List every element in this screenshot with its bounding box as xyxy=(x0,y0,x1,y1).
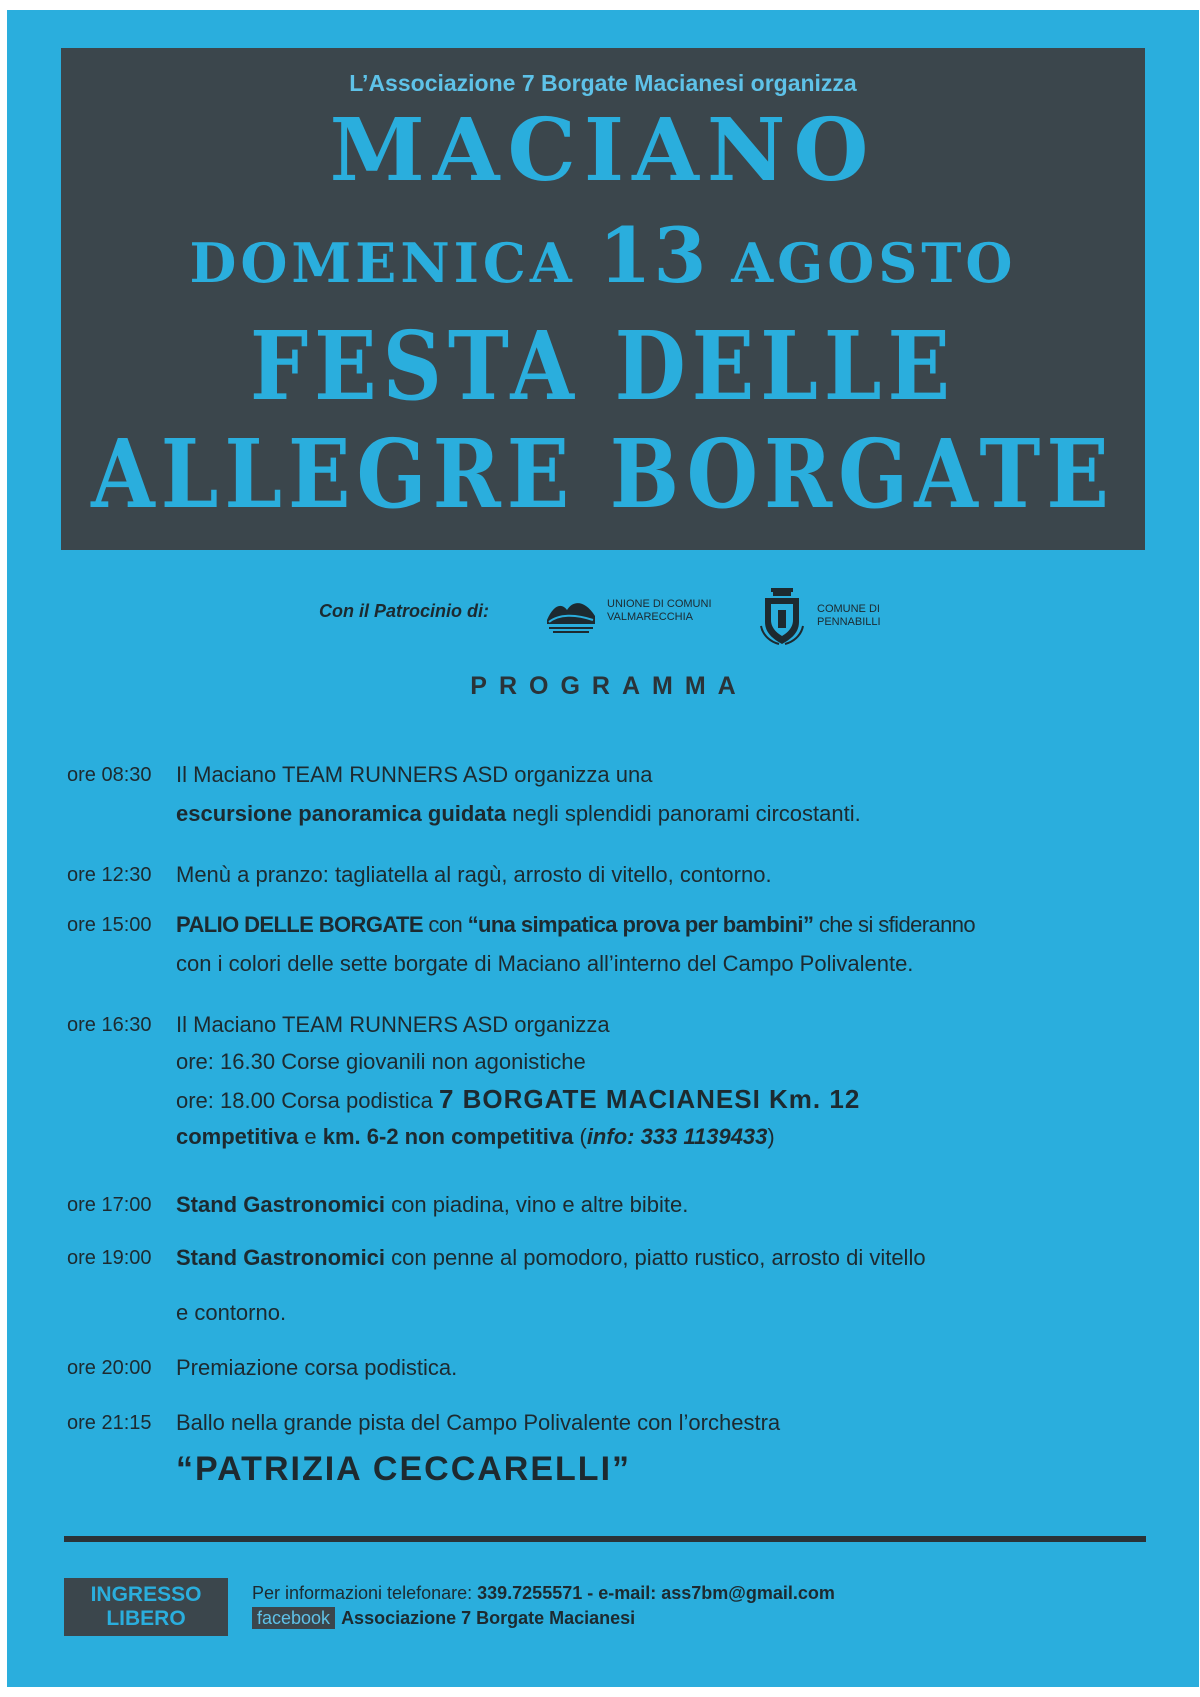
event-time: ore 12:30 xyxy=(67,864,152,886)
event-time: ore 16:30 xyxy=(67,1014,152,1036)
event-text: PALIO DELLE BORGATE con “una simpatica prova per bambini” che si sfideranno xyxy=(176,912,975,937)
event-text: Ballo nella grande pista del Campo Polivalente con l’orchestra xyxy=(176,1410,781,1435)
event-text: Stand Gastronomici con piadina, vino e altre bibite. xyxy=(176,1192,689,1217)
event-time: ore 15:00 xyxy=(67,914,152,936)
date-day-number: 13 xyxy=(598,211,709,300)
footer-divider xyxy=(64,1536,1146,1542)
contact-info: Per informazioni telefonare: 339.7255571 - e-mail: ass7bm@gmail.com xyxy=(252,1583,835,1603)
event-location-title: MACIANO xyxy=(329,100,877,201)
program-heading: PROGRAMMA xyxy=(470,672,748,700)
event-time: ore 08:30 xyxy=(67,764,152,786)
patronage-label: Con il Patrocinio di: xyxy=(319,601,489,621)
poster xyxy=(7,10,1199,1687)
festival-title-line2: ALLEGRE BORGATE xyxy=(91,419,1115,531)
event-text: Stand Gastronomici con penne al pomodoro, piatto rustico, arrosto di vitello xyxy=(176,1245,926,1270)
sponsor-comune-name: COMUNE DI PENNABILLI xyxy=(817,603,881,628)
event-time: ore 20:00 xyxy=(67,1357,152,1379)
event-text: Premiazione corsa podistica. xyxy=(176,1355,458,1380)
event-time: ore 17:00 xyxy=(67,1194,152,1216)
date-day-word: DOMENICA xyxy=(189,231,576,295)
orchestra-name: “PATRIZIA CECCARELLI” xyxy=(176,1450,632,1488)
event-text-line4: competitiva e km. 6-2 non competitiva (info: 333 1139433) xyxy=(176,1124,775,1149)
facebook-info xyxy=(252,1607,635,1629)
sponsor-unione-name: UNIONE DI COMUNI VALMARECCHIA xyxy=(607,598,712,623)
footer xyxy=(7,1560,1199,1640)
event-text: Il Maciano TEAM RUNNERS ASD organizza una xyxy=(176,762,653,787)
event-text: Il Maciano TEAM RUNNERS ASD organizza xyxy=(176,1012,610,1037)
program-schedule xyxy=(7,10,1199,1687)
event-time: ore 19:00 xyxy=(67,1247,152,1269)
event-text-line2: con i colori delle sette borgate di Maciano all’interno del Campo Polivalente. xyxy=(176,951,914,976)
facebook-page-name: Associazione 7 Borgate Macianesi xyxy=(341,1608,636,1628)
organizer-line: L’Associazione 7 Borgate Macianesi organizza xyxy=(349,70,857,96)
event-text-line2: e contorno. xyxy=(176,1300,287,1325)
event-time: ore 21:15 xyxy=(67,1412,152,1434)
free-entry-badge: INGRESSO LIBERO xyxy=(64,1578,228,1636)
date-month: AGOSTO xyxy=(731,231,1017,295)
event-text-line2: escursione panoramica guidata negli splendidi panorami circostanti. xyxy=(176,801,861,826)
facebook-logo-icon: facebook xyxy=(252,1607,335,1629)
event-text-line3: ore: 18.00 Corsa podistica 7 BORGATE MACIANESI Km. 12 xyxy=(176,1084,861,1114)
festival-title-line1: FESTA DELLE xyxy=(249,311,957,423)
event-text-line2: ore: 16.30 Corse giovanili non agonistiche xyxy=(176,1049,586,1074)
event-text: Menù a pranzo: tagliatella al ragù, arrosto di vitello, contorno. xyxy=(176,862,772,887)
